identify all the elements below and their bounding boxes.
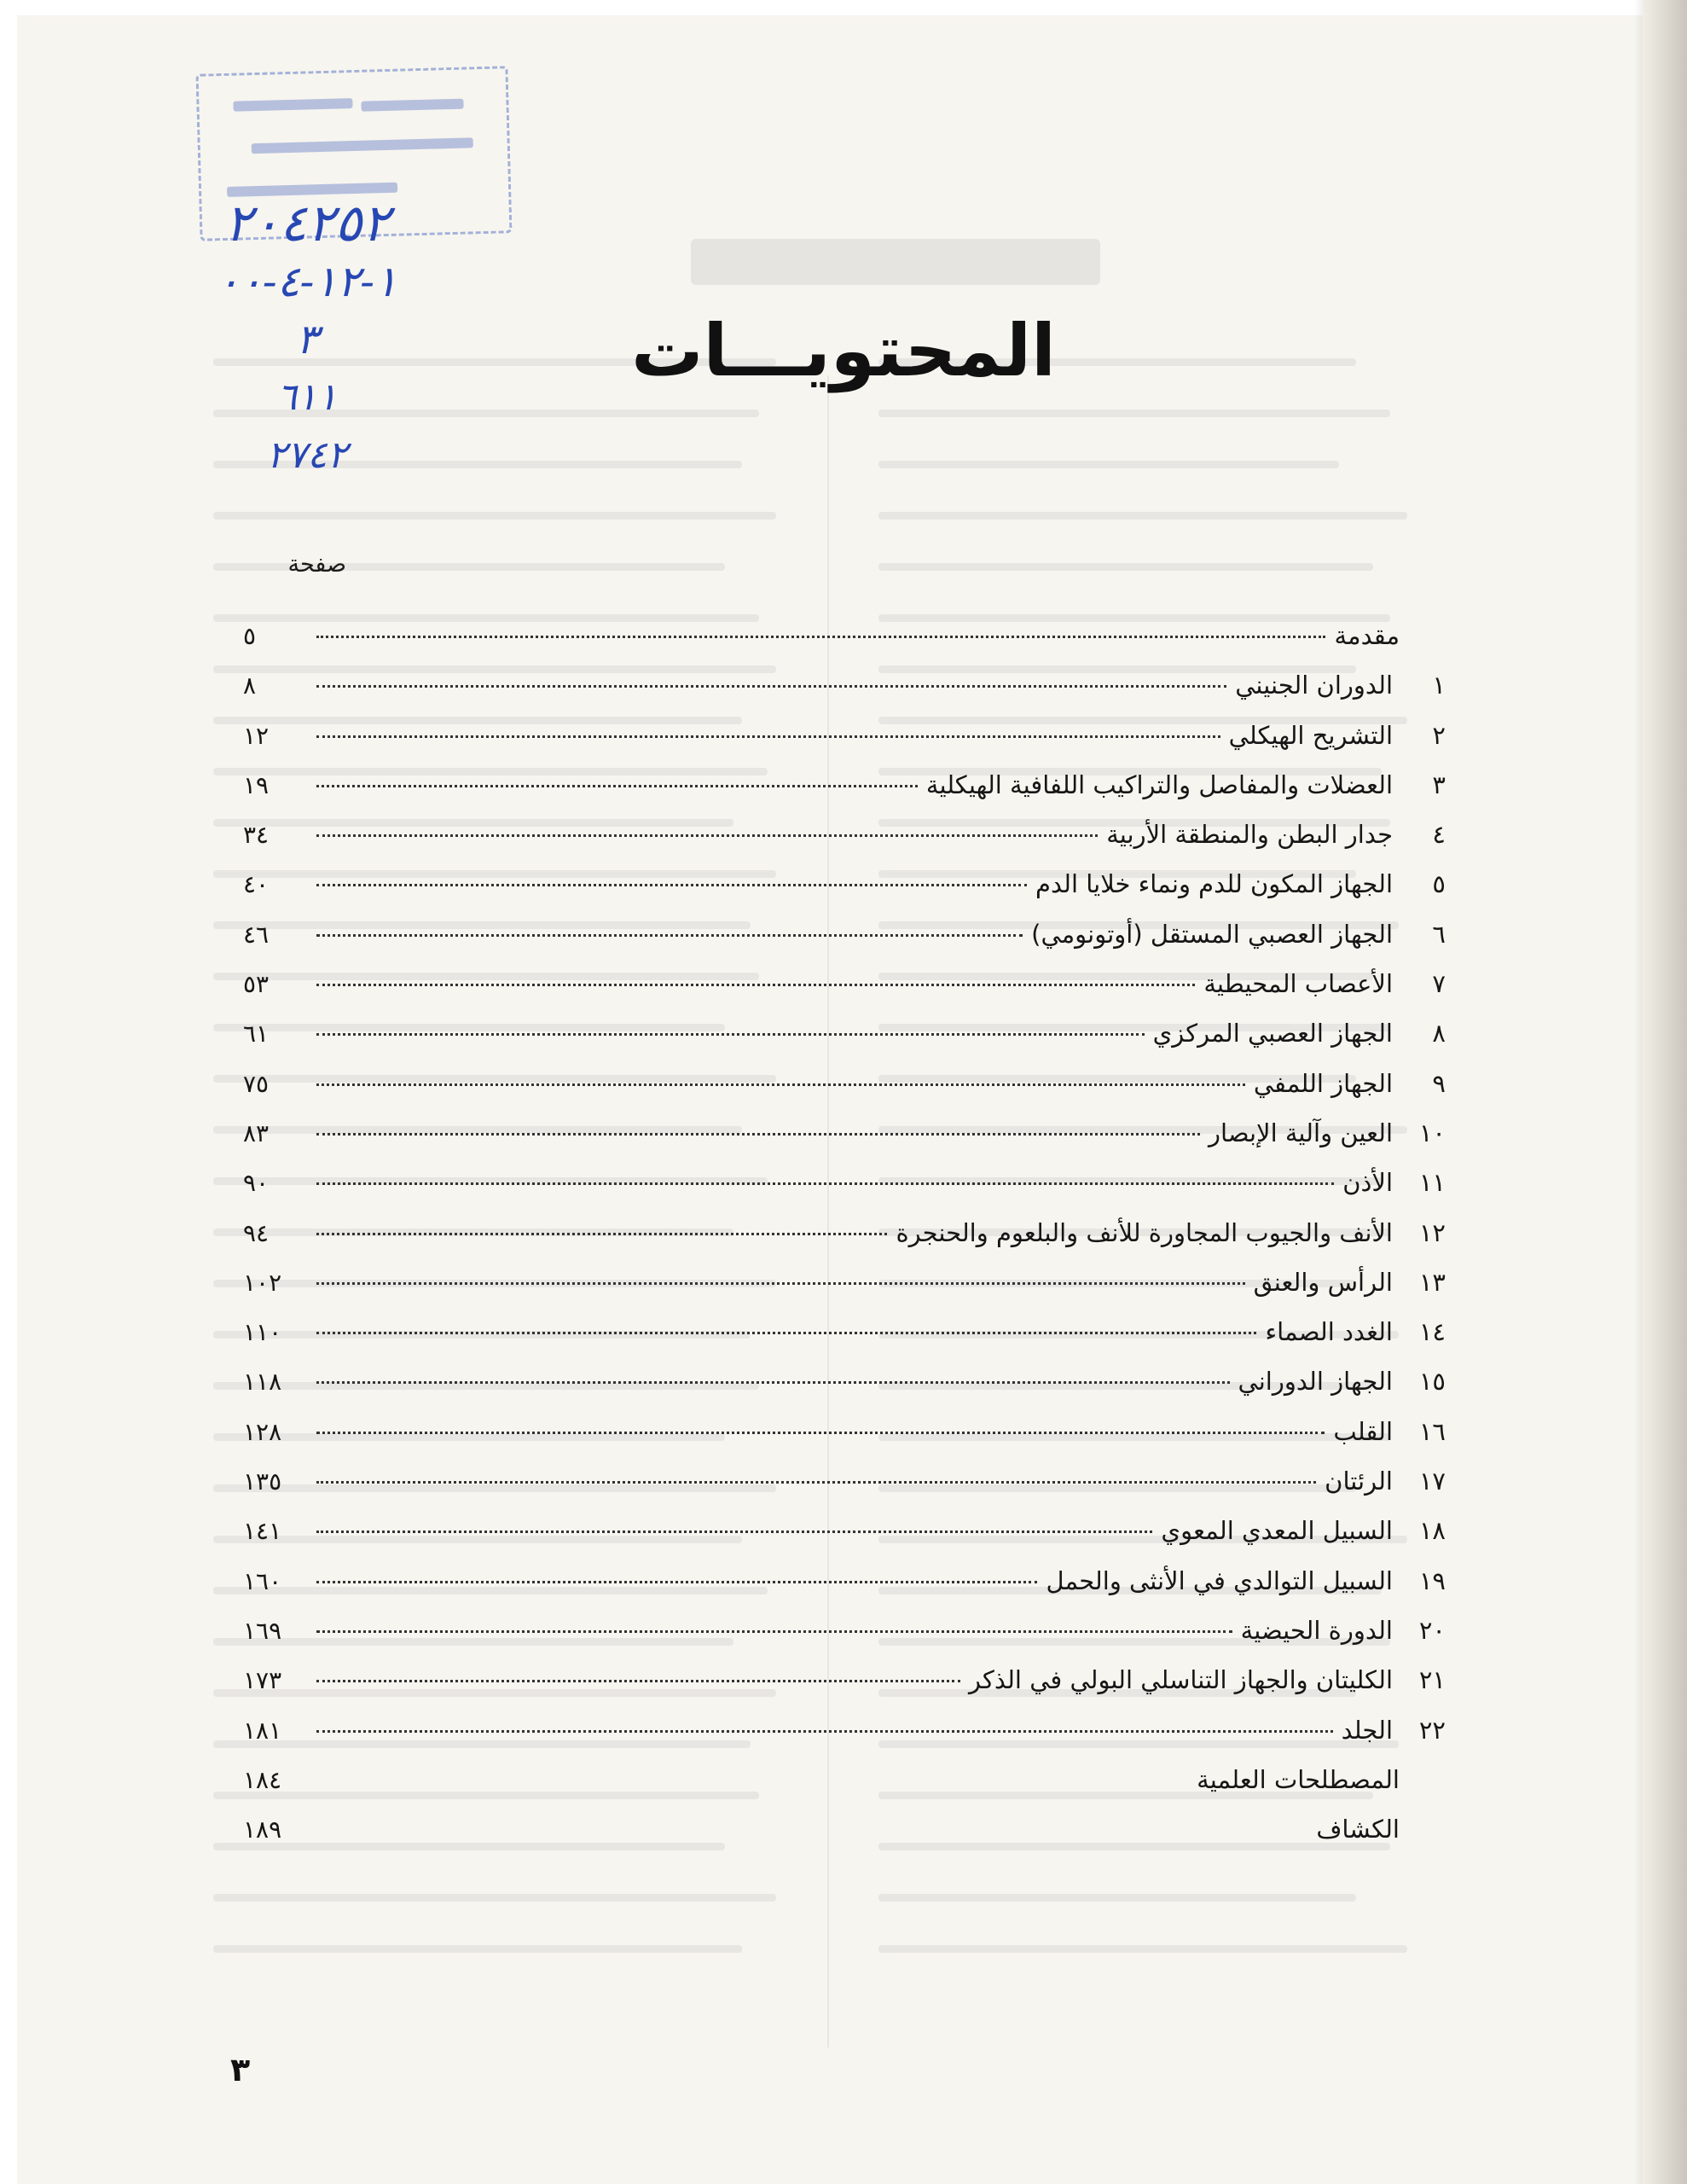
toc-entry xyxy=(243,621,1446,671)
toc-entry-title: العضلات والمفاصل والتراكيب اللفافية الهيكلية xyxy=(925,770,1393,799)
toc-entry-number: ١٢ xyxy=(1418,1217,1446,1247)
toc-entry-page: ٣٤ xyxy=(243,821,270,850)
toc-entry-page: ١٨٩ xyxy=(243,1815,282,1844)
toc-entry-number: ٨ xyxy=(1432,1019,1446,1048)
handwritten-note: ٣ xyxy=(296,316,318,363)
toc-entry-number: ١٠ xyxy=(1418,1118,1446,1147)
toc-entry xyxy=(243,1367,1446,1416)
toc-dot-leader xyxy=(316,785,918,787)
toc-entry-title: الجهاز العصبي المركزي xyxy=(1152,1019,1393,1048)
toc-entry-title: الجهاز اللمفي xyxy=(1253,1068,1393,1098)
handwritten-note: ٦١١ xyxy=(276,375,338,419)
toc-entry-page: ١٧٣ xyxy=(243,1666,282,1695)
toc-entry-number: ٢١ xyxy=(1418,1665,1446,1695)
toc-entry-number: ١٤ xyxy=(1418,1317,1446,1347)
toc-entry-page: ٥ xyxy=(243,622,257,650)
toc-entry-page: ١٣٥ xyxy=(243,1467,282,1496)
toc-entry-number: ٤ xyxy=(1432,820,1446,850)
toc-entry xyxy=(243,1168,1446,1217)
page-column-caption: صفحة xyxy=(287,551,346,578)
toc-dot-leader xyxy=(316,834,1098,837)
toc-entry-title: الجهاز الدوراني xyxy=(1238,1367,1393,1397)
toc-entry-page: ١٦٩ xyxy=(243,1616,282,1645)
toc-entry-title: العين وآلية الإبصار xyxy=(1209,1118,1393,1147)
toc-entry xyxy=(243,1417,1446,1467)
toc-entry-number: ١٨ xyxy=(1418,1516,1446,1546)
toc-entry-title: الرئتان xyxy=(1325,1467,1393,1496)
toc-entry-page: ١٦٠ xyxy=(243,1566,282,1595)
toc-entry xyxy=(243,1616,1446,1665)
toc-entry xyxy=(243,1516,1446,1565)
toc-entry xyxy=(243,1665,1446,1715)
toc-entry-title: المصطلحات العلمية xyxy=(1197,1764,1400,1794)
toc-dot-leader xyxy=(316,1630,1232,1633)
toc-dot-leader xyxy=(316,1680,960,1682)
toc-entry xyxy=(243,1815,1446,1864)
toc-entry-number: ١٥ xyxy=(1418,1367,1446,1397)
toc-entry-title: الدوران الجنيني xyxy=(1235,671,1393,700)
toc-entry-number: ١٩ xyxy=(1418,1565,1446,1595)
toc-entry-page: ١٢ xyxy=(243,721,270,750)
toc-entry-page: ١٨١ xyxy=(243,1716,282,1745)
toc-dot-leader xyxy=(316,1133,1200,1136)
toc-entry xyxy=(243,1268,1446,1317)
toc-entry-number: ٧ xyxy=(1432,969,1446,999)
toc-entry xyxy=(243,920,1446,969)
toc-entry xyxy=(243,969,1446,1019)
toc-entry-number: ١٦ xyxy=(1418,1416,1446,1446)
toc-entry-number: ٢ xyxy=(1432,720,1446,750)
toc-entry xyxy=(243,671,1446,720)
toc-dot-leader xyxy=(316,1182,1334,1185)
toc-dot-leader xyxy=(316,1531,1152,1533)
toc-entry xyxy=(243,1218,1446,1268)
toc-entry-number: ١١ xyxy=(1418,1168,1446,1198)
toc-dot-leader xyxy=(316,1780,1188,1782)
toc-entry-title: السبيل المعدي المعوي xyxy=(1161,1516,1393,1546)
toc-entry-page: ١٤١ xyxy=(243,1517,282,1546)
toc-entry xyxy=(243,1566,1446,1616)
toc-entry xyxy=(243,721,1446,770)
toc-entry-title: الكشاف xyxy=(1316,1815,1400,1844)
scan-edge-top xyxy=(0,0,1687,15)
toc-entry-title: الرأس والعنق xyxy=(1253,1267,1393,1297)
toc-entry-page: ١٩ xyxy=(243,770,270,799)
toc-entry-title: الجهاز المكون للدم ونماء خلايا الدم xyxy=(1035,869,1393,899)
toc-dot-leader xyxy=(316,1282,1245,1285)
toc-dot-leader xyxy=(316,1332,1256,1334)
toc-entry-title: الأعصاب المحيطية xyxy=(1203,969,1393,999)
toc-entry-title: السبيل التوالدي في الأنثى والحمل xyxy=(1046,1565,1393,1595)
toc-entry-number: ٣ xyxy=(1432,770,1446,799)
toc-dot-leader xyxy=(316,884,1027,886)
toc-dot-leader xyxy=(316,934,1023,937)
table-of-contents xyxy=(243,621,1446,1864)
toc-dot-leader xyxy=(316,1381,1230,1384)
toc-entry-title: الجلد xyxy=(1341,1715,1393,1745)
toc-entry xyxy=(243,1765,1446,1815)
toc-entry xyxy=(243,770,1446,820)
page-number: ٣ xyxy=(230,2051,251,2088)
toc-entry-page: ١٠٢ xyxy=(243,1268,282,1297)
toc-entry xyxy=(243,869,1446,919)
toc-entry-title: القلب xyxy=(1333,1416,1393,1446)
toc-entry-page: ٨ xyxy=(243,671,257,700)
toc-entry-number: ١٧ xyxy=(1418,1467,1446,1496)
toc-entry xyxy=(243,1069,1446,1118)
toc-entry-page: ١٨٤ xyxy=(243,1765,282,1794)
toc-entry-page: ٤٦ xyxy=(243,920,270,949)
toc-entry xyxy=(243,820,1446,869)
toc-entry xyxy=(243,1019,1446,1068)
toc-entry-number: ٦ xyxy=(1432,919,1446,949)
toc-entry-page: ٧٥ xyxy=(243,1069,270,1098)
handwritten-note: ٢٧٤٢ xyxy=(266,433,348,477)
toc-dot-leader xyxy=(316,984,1195,986)
toc-dot-leader xyxy=(316,1581,1037,1583)
toc-entry xyxy=(243,1467,1446,1516)
toc-entry-page: ٩٠ xyxy=(243,1169,270,1198)
toc-entry-title: الجهاز العصبي المستقل (أوتونومي) xyxy=(1031,919,1393,949)
toc-entry-page: ١٢٨ xyxy=(243,1417,282,1446)
handwritten-note: ٢٠٤٢٥٢ xyxy=(224,194,390,253)
handwritten-note: ١-١٢-٤-٠٠ xyxy=(217,257,397,306)
toc-dot-leader xyxy=(316,1233,887,1235)
toc-entry-title: الكليتان والجهاز التناسلي البولي في الذكر xyxy=(969,1665,1393,1695)
toc-entry-number: ٥ xyxy=(1432,869,1446,899)
toc-entry-page: ١١٨ xyxy=(243,1368,282,1397)
toc-dot-leader xyxy=(316,1033,1145,1036)
toc-entry-page: ٤٠ xyxy=(243,870,270,899)
toc-entry xyxy=(243,1118,1446,1168)
toc-entry-title: الغدد الصماء xyxy=(1265,1317,1393,1347)
toc-entry-title: جدار البطن والمنطقة الأربية xyxy=(1106,820,1393,850)
toc-entry-number: ٢٢ xyxy=(1418,1715,1446,1745)
toc-entry-number: ٢٠ xyxy=(1418,1615,1446,1645)
toc-entry-title: الأذن xyxy=(1342,1168,1393,1198)
toc-dot-leader xyxy=(316,1829,1307,1832)
toc-entry-page: ٥٣ xyxy=(243,970,270,999)
toc-entry-number: ١٣ xyxy=(1418,1267,1446,1297)
toc-entry-title: مقدمة xyxy=(1334,621,1400,650)
toc-dot-leader xyxy=(316,685,1226,688)
toc-dot-leader xyxy=(316,636,1325,638)
toc-entry-page: ٦١ xyxy=(243,1019,270,1048)
toc-entry-number: ١ xyxy=(1432,671,1446,700)
toc-entry-page: ٨٣ xyxy=(243,1118,270,1147)
toc-dot-leader xyxy=(316,735,1220,738)
toc-entry xyxy=(243,1716,1446,1765)
page-title: المحتويـــات xyxy=(631,309,1056,392)
toc-entry-page: ٩٤ xyxy=(243,1218,270,1247)
toc-entry-title: الدورة الحيضية xyxy=(1240,1615,1393,1645)
toc-entry-page: ١١٠ xyxy=(243,1318,282,1347)
toc-entry-number: ٩ xyxy=(1432,1068,1446,1098)
toc-dot-leader xyxy=(316,1432,1325,1434)
toc-entry-title: التشريح الهيكلي xyxy=(1228,720,1393,750)
toc-dot-leader xyxy=(316,1481,1316,1484)
toc-entry-title: الأنف والجيوب المجاورة للأنف والبلعوم والحنجرة xyxy=(896,1217,1393,1247)
toc-dot-leader xyxy=(316,1730,1333,1733)
toc-entry xyxy=(243,1317,1446,1367)
toc-dot-leader xyxy=(316,1083,1245,1086)
